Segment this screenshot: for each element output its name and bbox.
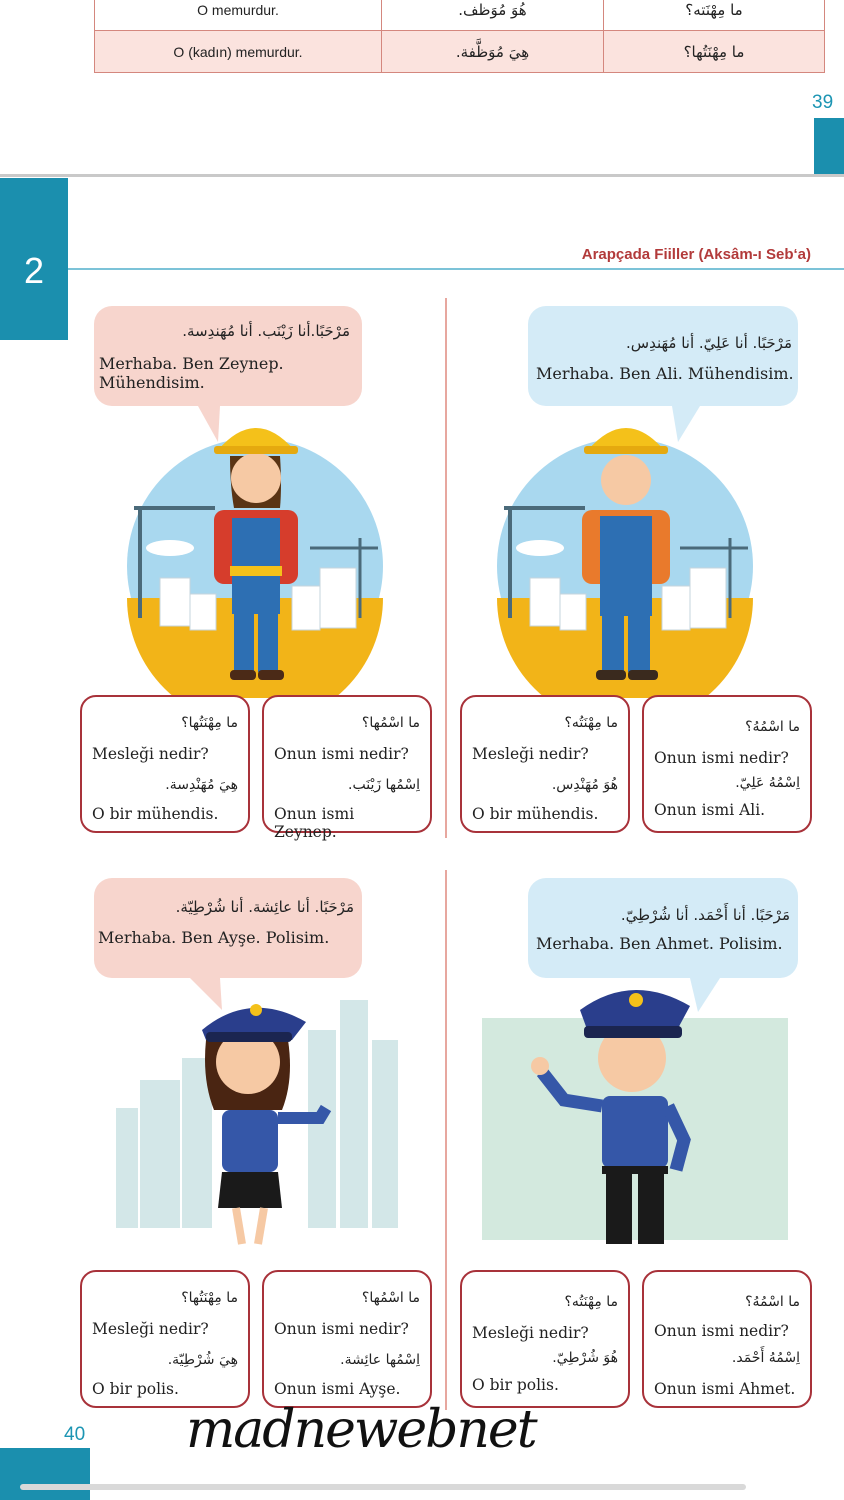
bubble-turkish: Merhaba. Ben Ahmet. Polisim. <box>536 934 783 953</box>
bubble-arabic: مَرْحَبًا. أنا عائِشة. أنا شُرْطِيّة. <box>175 898 354 916</box>
bubble-arabic: مَرْحَبًا.أنا زَيْنَب. أنا مُهَندِسة. <box>182 322 350 340</box>
question-box-job-ahmet <box>460 1270 630 1408</box>
answer-arabic: هُوَ مُهَنْدِس. <box>551 777 618 793</box>
bubble-turkish: Merhaba. Ben Zeynep. Mühendisim. <box>99 354 284 392</box>
police-man-illustration <box>480 970 792 1260</box>
speech-bubble-ali <box>528 306 798 406</box>
table-cell-answer: هُوَ مُوَظف. <box>382 0 604 31</box>
question-turkish: Mesleği nedir? <box>472 1324 589 1342</box>
table-row <box>95 0 825 31</box>
question-turkish: Onun ismi nedir? <box>654 1322 789 1340</box>
bubble-arabic: مَرْحَبًا. أنا عَلِيّ. أنا مُهَندِس. <box>626 334 792 352</box>
question-box-name-ayse <box>262 1270 432 1408</box>
speech-bubble-ayse <box>94 878 362 978</box>
question-turkish: Mesleği nedir? <box>92 745 209 763</box>
question-turkish: Onun ismi nedir? <box>274 745 409 763</box>
table-cell-tr: O memurdur. <box>95 0 382 31</box>
answer-turkish: Onun ismi Zeynep. <box>274 805 355 841</box>
question-turkish: Onun ismi nedir? <box>654 749 789 767</box>
question-arabic: ما مِهْنَتُها؟ <box>181 715 238 731</box>
question-arabic: ما مِهْنَتُها؟ <box>181 1290 238 1306</box>
answer-arabic: اِسْمُهُ أَحْمَد. <box>731 1350 800 1366</box>
question-box-job-ali <box>460 695 630 833</box>
question-arabic: ما مِهْنَتُه؟ <box>564 1294 618 1310</box>
bubble-arabic: مَرْحَبًا. أنا أَحْمَد. أنا شُرْطِيّ. <box>620 906 790 924</box>
engineer-woman-illustration <box>120 398 390 698</box>
question-arabic: ما اسْمُهُ؟ <box>745 719 800 735</box>
answer-arabic: اِسْمُها زَيْنَب. <box>348 777 420 793</box>
engineer-man-illustration <box>490 398 760 698</box>
page-tab-39 <box>814 118 844 174</box>
answer-turkish: O bir polis. <box>92 1380 179 1398</box>
question-arabic: ما اسْمُها؟ <box>361 715 420 731</box>
bubble-turkish: Merhaba. Ben Ali. Mühendisim. <box>536 364 794 383</box>
answer-arabic: هِيَ مُهَنْدِسة. <box>165 777 238 793</box>
question-turkish: Onun ismi nedir? <box>274 1320 409 1338</box>
handwritten-signature: madnewebnet <box>186 1400 536 1460</box>
question-box-job-zeynep <box>80 695 250 833</box>
answer-turkish: O bir polis. <box>472 1376 559 1394</box>
question-arabic: ما اسْمُهُ؟ <box>745 1294 800 1310</box>
answer-turkish: O bir mühendis. <box>472 805 599 823</box>
question-turkish: Mesleği nedir? <box>92 1320 209 1338</box>
question-box-name-ali <box>642 695 812 833</box>
answer-arabic: اِسْمُهُ عَلِيّ. <box>735 775 800 791</box>
page-separator <box>0 174 844 177</box>
table-cell-tr: O (kadın) memurdur. <box>95 31 382 73</box>
page-number-40: 40 <box>64 1424 86 1445</box>
table-cell-question: ما مِهْنَتُها؟ <box>604 31 825 73</box>
scrollbar[interactable] <box>20 1484 746 1490</box>
center-divider <box>445 298 447 838</box>
question-arabic: ما مِهْنَتُه؟ <box>564 715 618 731</box>
chapter-title: Arapçada Fiiller (Aksâm-ı Seb‘a) <box>581 246 811 263</box>
question-box-name-ahmet <box>642 1270 812 1408</box>
question-box-name-zeynep <box>262 695 432 841</box>
answer-arabic: اِسْمُها عائِشة. <box>340 1352 420 1368</box>
answer-turkish: Onun ismi Ahmet. <box>654 1380 796 1398</box>
question-box-job-ayse <box>80 1270 250 1408</box>
answer-turkish: Onun ismi Ayşe. <box>274 1380 401 1398</box>
speech-bubble-zeynep <box>94 306 362 406</box>
answer-arabic: هُوَ شُرْطِيّ. <box>552 1350 618 1366</box>
header-rule <box>68 268 844 270</box>
vocab-table <box>94 0 825 73</box>
speech-bubble-ahmet <box>528 878 798 978</box>
bubble-turkish: Merhaba. Ben Ayşe. Polisim. <box>98 928 330 947</box>
chapter-number: 2 <box>24 250 45 291</box>
police-woman-illustration <box>110 970 410 1260</box>
page-number-39: 39 <box>812 92 834 113</box>
question-turkish: Mesleği nedir? <box>472 745 589 763</box>
table-cell-question: ما مِهْنَته؟ <box>604 0 825 31</box>
page-tab-40 <box>0 1448 90 1500</box>
answer-turkish: Onun ismi Ali. <box>654 801 766 819</box>
center-divider <box>445 870 447 1410</box>
answer-arabic: هِيَ شُرْطِيّة. <box>167 1352 238 1368</box>
question-arabic: ما اسْمُها؟ <box>361 1290 420 1306</box>
table-row <box>95 31 825 73</box>
answer-turkish: O bir mühendis. <box>92 805 219 823</box>
table-cell-answer: هِيَ مُوَظَّفة. <box>382 31 604 73</box>
